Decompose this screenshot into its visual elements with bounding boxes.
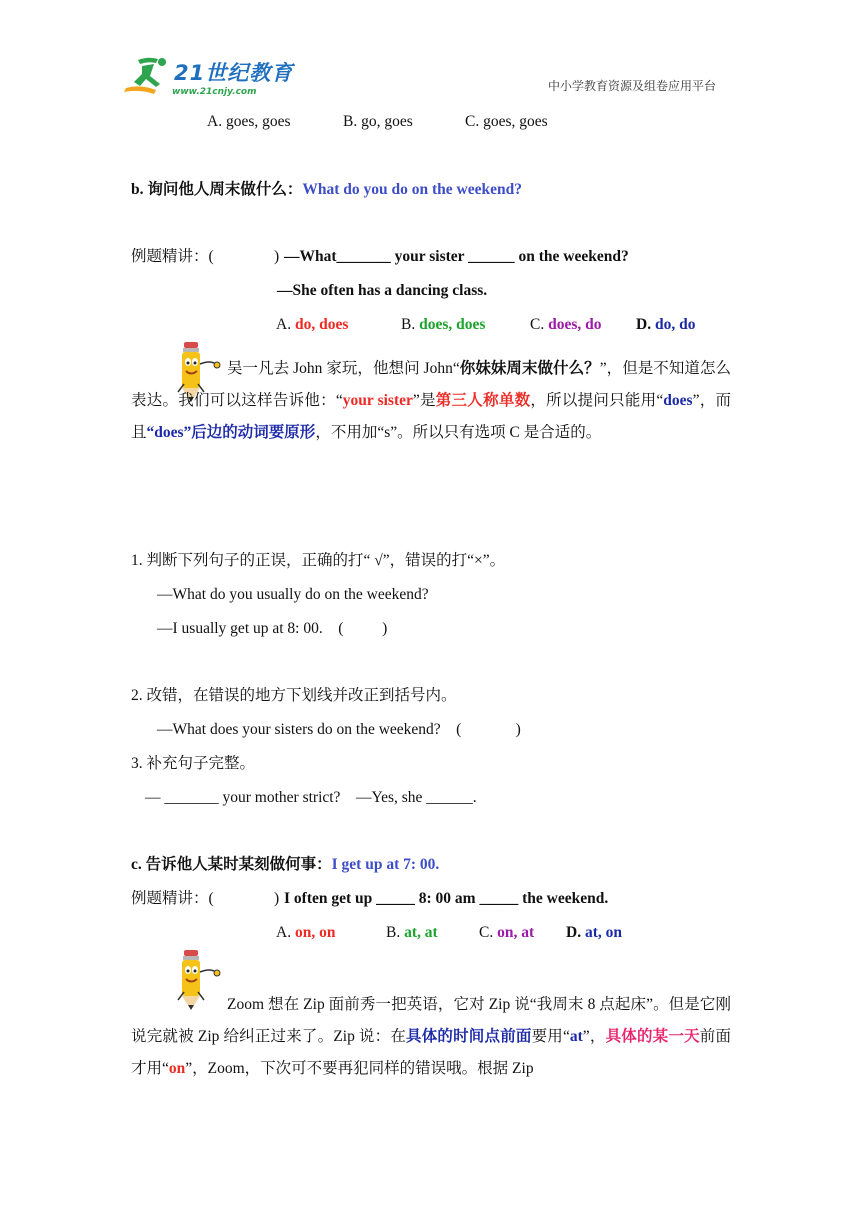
section-b-answer: —She often has a dancing class. [277, 282, 488, 299]
exercise-1-title: 1. 判断下列句子的正误，正确的打“ √”，错误的打“×”。 [131, 552, 506, 569]
logo-brand: 21世纪教育 [174, 61, 294, 85]
prev-option-a: A. goes, goes [207, 113, 291, 130]
platform-name: 中小学教育资源及组卷应用平台 [548, 79, 717, 93]
section-b-heading-prefix: b. 询问他人周末做什么： [131, 181, 303, 198]
logo-runner-icon [120, 54, 178, 98]
prev-option-c: C. goes, goes [465, 113, 548, 130]
section-c-heading-en: I get up at 7: 00. [331, 856, 440, 873]
section-b-option-a: A. do, does [276, 316, 349, 333]
section-b-question: —What_______ your sister ______ on the weekend? [284, 248, 629, 265]
section-c-heading-prefix: c. 告诉他人某时某刻做何事： [131, 856, 332, 873]
exercise-3-line-1: — _______ your mother strict? —Yes, she ______. [145, 789, 477, 806]
logo-url: www.21cnjy.com [172, 87, 257, 97]
section-c-explanation: Zoom 想在 Zip 面前秀一把英语，它对 Zip 说“我周末 8 点起床”。但是它刚说完就被 Zip 给纠正过来了。Zip 说：在具体的时间点前面要用“at”，具体的某一天前面才用“on”，Zoom，下次可不要再犯同样的错误哦。根据 Zip [131, 996, 731, 1077]
exercise-2-title: 2. 改错，在错误的地方下划线并改正到括号内。 [131, 687, 457, 704]
section-b-option-c: C. does, do [530, 316, 602, 333]
section-b-explanation: 吴一凡去 John 家玩，他想问 John“你妹妹周末做什么？”，但是不知道怎么表达。我们可以这样告诉他：“your sister”是第三人称单数，所以提问只能用“does”，而且“does”后边的动词要原形，不用加“s”。所以只有选项 C 是合适的。 [131, 360, 731, 441]
exercise-2-line-1: —What does your sisters do on the weekend? ( ) [157, 721, 521, 738]
exercise-1-line-1: —What do you usually do on the weekend? [157, 586, 429, 603]
section-b-example-paren: ) [274, 248, 280, 265]
section-c-option-a: A. on, on [276, 924, 336, 941]
section-c-example-paren: ) [274, 890, 280, 907]
section-c-option-c: C. on, at [479, 924, 535, 941]
prev-option-b: B. go, goes [343, 113, 413, 130]
section-b-option-b: B. does, does [401, 316, 486, 333]
exercise-3-title: 3. 补充句子完整。 [131, 755, 256, 772]
exercise-1-line-2: —I usually get up at 8: 00. ( ) [157, 620, 388, 637]
section-b-heading [131, 180, 522, 200]
section-c-option-d: D. at, on [566, 924, 622, 941]
section-c-question: I often get up _____ 8: 00 am _____ the weekend. [284, 890, 609, 907]
section-c-option-b: B. at, at [386, 924, 438, 941]
section-b-heading-en: What do you do on the weekend? [302, 181, 522, 198]
section-b-option-d: D. do, do [636, 316, 696, 333]
section-b-example-label: 例题精讲：( [131, 248, 214, 265]
section-c-heading [131, 855, 439, 875]
section-c-example-label: 例题精讲：( [131, 890, 214, 907]
